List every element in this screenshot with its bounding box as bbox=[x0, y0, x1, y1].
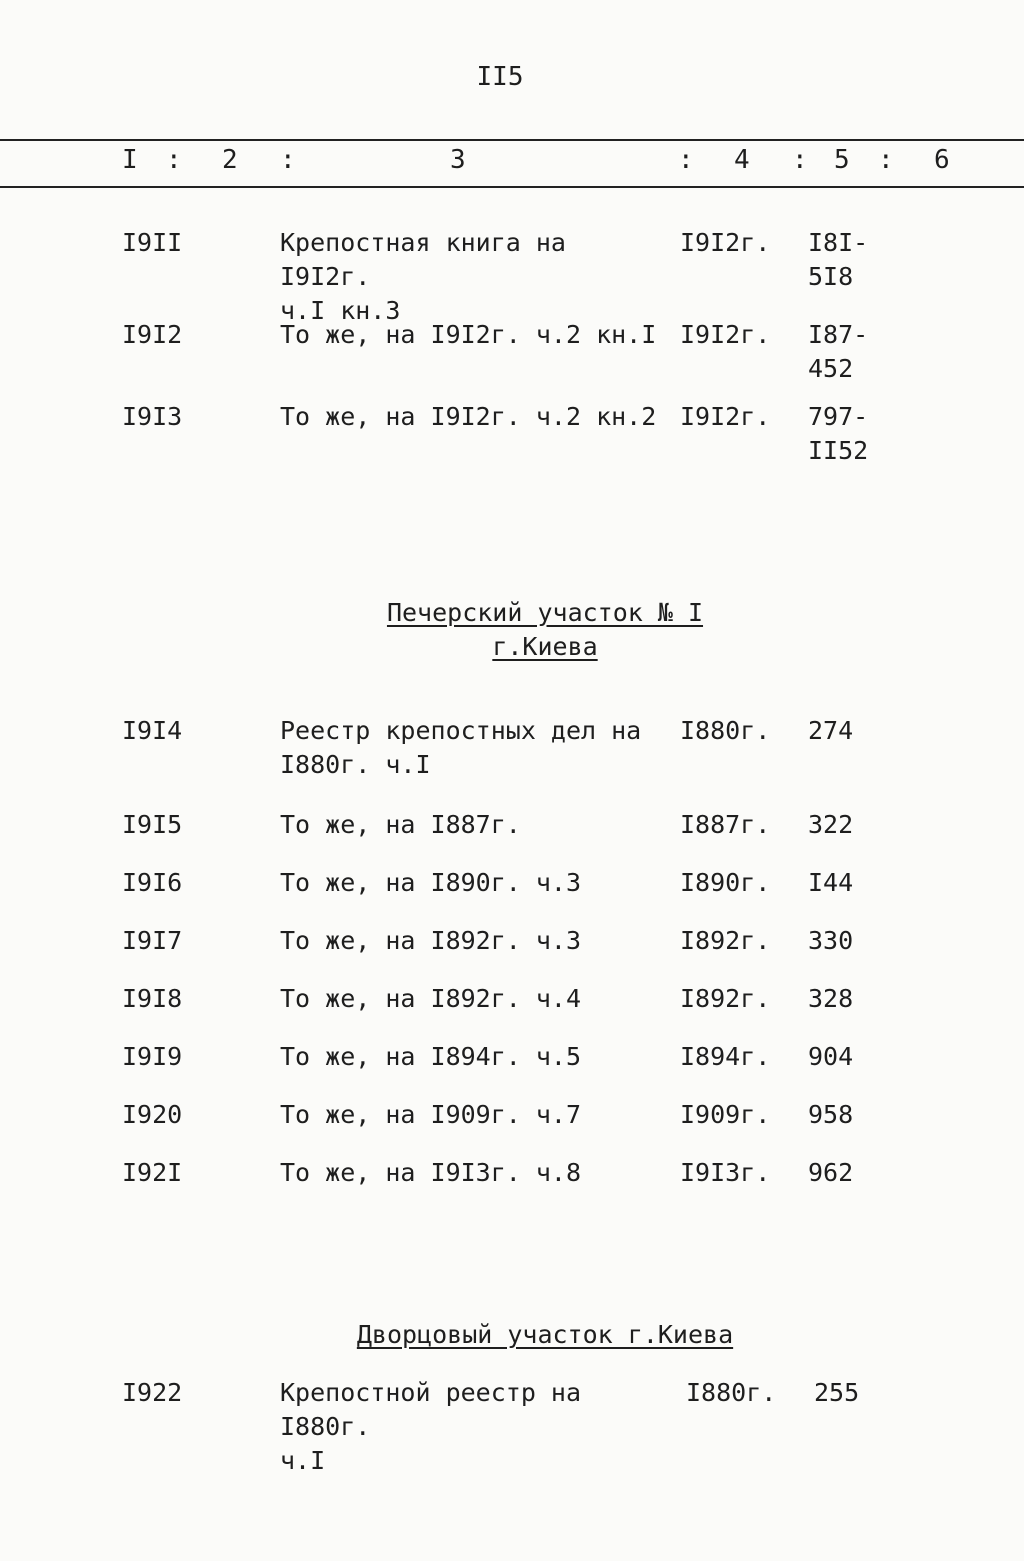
record-pages: 797- II52 bbox=[808, 402, 869, 465]
column-separator: : bbox=[166, 145, 182, 175]
column-separator: : bbox=[792, 145, 808, 175]
record-title: То же, на I894г. ч.5 bbox=[280, 1042, 582, 1071]
record-date: I894г. bbox=[680, 1042, 771, 1071]
record-number: I9II bbox=[122, 228, 183, 257]
record-number: I922 bbox=[122, 1378, 183, 1407]
record-date: I880г. bbox=[680, 716, 771, 745]
record-date: I890г. bbox=[680, 868, 771, 897]
page-number: II5 bbox=[476, 62, 524, 92]
record-pages: 904 bbox=[808, 1042, 854, 1071]
column-header-5: 5 bbox=[834, 145, 850, 175]
record-title: То же, на I892г. ч.4 bbox=[280, 984, 582, 1013]
record-number: I9I8 bbox=[122, 984, 183, 1013]
record-pages: 962 bbox=[808, 1158, 854, 1187]
record-pages: I44 bbox=[808, 868, 854, 897]
record-pages: 274 bbox=[808, 716, 854, 745]
record-pages: I8I- 5I8 bbox=[808, 228, 869, 291]
record-title: То же, на I9I3г. ч.8 bbox=[280, 1158, 582, 1187]
record-number: I9I3 bbox=[122, 402, 183, 431]
record-number: I9I6 bbox=[122, 868, 183, 897]
table-header-top-rule bbox=[0, 139, 1024, 141]
record-title: Крепостная книга на I9I2г. ч.I кн.3 bbox=[280, 228, 566, 325]
record-date: I909г. bbox=[680, 1100, 771, 1129]
section-heading-palace bbox=[300, 1318, 790, 1352]
record-title: То же, на I9I2г. ч.2 кн.I bbox=[280, 320, 657, 349]
record-date: I880г. bbox=[686, 1378, 777, 1407]
record-number: I92I bbox=[122, 1158, 183, 1187]
column-separator: : bbox=[280, 145, 296, 175]
section-heading-line1: Дворцовый участок г.Киева bbox=[356, 1320, 734, 1349]
record-date: I9I2г. bbox=[680, 402, 771, 431]
record-title: То же, на I909г. ч.7 bbox=[280, 1100, 582, 1129]
record-number: I9I5 bbox=[122, 810, 183, 839]
section-heading-line2: г.Киева bbox=[492, 632, 598, 661]
record-date: I9I3г. bbox=[680, 1158, 771, 1187]
record-pages: 322 bbox=[808, 810, 854, 839]
record-title: То же, на I890г. ч.3 bbox=[280, 868, 582, 897]
record-pages: I87- 452 bbox=[808, 320, 869, 383]
record-pages: 958 bbox=[808, 1100, 854, 1129]
record-date: I9I2г. bbox=[680, 320, 771, 349]
record-title: Крепостной реестр на I880г. ч.I bbox=[280, 1378, 582, 1475]
column-header-1: I bbox=[122, 145, 138, 175]
table-header-bottom-rule bbox=[0, 186, 1024, 188]
record-pages: 328 bbox=[808, 984, 854, 1013]
section-heading-line1: Печерский участок № I bbox=[386, 598, 704, 627]
record-title: То же, на I892г. ч.3 bbox=[280, 926, 582, 955]
record-pages: 255 bbox=[814, 1378, 860, 1407]
column-separator: : bbox=[678, 145, 694, 175]
column-separator: : bbox=[878, 145, 894, 175]
record-number: I9I2 bbox=[122, 320, 183, 349]
record-number: I9I7 bbox=[122, 926, 183, 955]
record-pages: 330 bbox=[808, 926, 854, 955]
column-header-3: 3 bbox=[450, 145, 466, 175]
column-header-6: 6 bbox=[934, 145, 950, 175]
column-header-2: 2 bbox=[222, 145, 238, 175]
record-date: I887г. bbox=[680, 810, 771, 839]
record-number: I9I4 bbox=[122, 716, 183, 745]
record-date: I892г. bbox=[680, 926, 771, 955]
record-title: То же, на I887г. bbox=[280, 810, 521, 839]
record-number: I920 bbox=[122, 1100, 183, 1129]
record-number: I9I9 bbox=[122, 1042, 183, 1071]
record-title: Реестр крепостных дел на I880г. ч.I bbox=[280, 716, 642, 779]
section-heading-pechersk bbox=[300, 596, 790, 664]
record-date: I892г. bbox=[680, 984, 771, 1013]
column-header-4: 4 bbox=[734, 145, 750, 175]
record-title: То же, на I9I2г. ч.2 кн.2 bbox=[280, 402, 657, 431]
record-date: I9I2г. bbox=[680, 228, 771, 257]
